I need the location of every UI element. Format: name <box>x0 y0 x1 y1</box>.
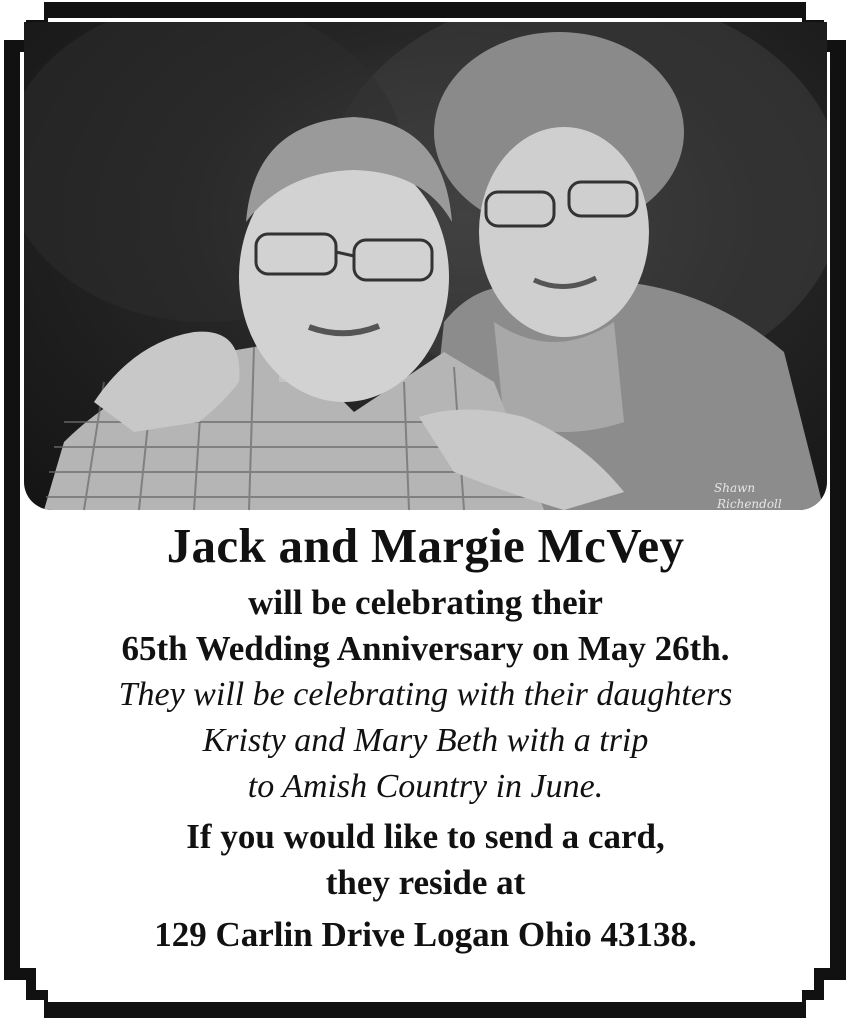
announcement <box>24 516 827 958</box>
card-invite-line: If you would like to send a card, <box>186 817 665 856</box>
woman-face <box>479 127 649 337</box>
svg-text:Richendoll: Richendoll <box>717 497 782 510</box>
anniversary-line: 65th Wedding Anniversary on May 26th. <box>121 629 730 668</box>
trip-line: Kristy and Mary Beth with a trip <box>202 722 649 759</box>
photographer-watermark: Shawn <box>714 481 756 495</box>
announcement-title: Jack and Margie McVey <box>166 518 685 573</box>
reside-line: they reside at <box>325 863 526 902</box>
mailing-address: 129 Carlin Drive Logan Ohio 43138. <box>154 915 697 954</box>
couple-portrait-photo <box>24 22 827 510</box>
celebration-line: will be celebrating their <box>248 583 603 622</box>
destination-line: to Amish Country in June. <box>247 768 604 805</box>
daughters-line: They will be celebrating with their daughters <box>118 676 733 713</box>
